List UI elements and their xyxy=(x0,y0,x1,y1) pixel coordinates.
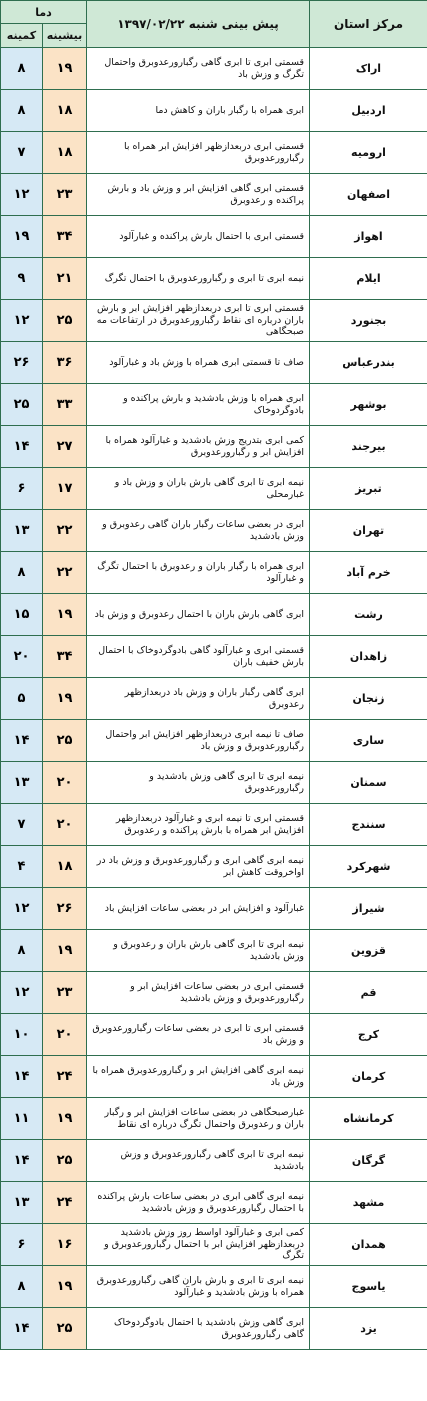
min-temp-cell xyxy=(1,174,43,216)
table-row xyxy=(1,342,427,384)
province-name: بیرجند xyxy=(351,440,386,453)
forecast-description-cell xyxy=(87,510,310,552)
min-temp-cell xyxy=(1,1014,43,1056)
province-cell xyxy=(310,552,427,594)
temp-group-header xyxy=(1,1,87,24)
table-row xyxy=(1,972,427,1014)
province-cell xyxy=(310,1014,427,1056)
table-row xyxy=(1,216,427,258)
max-temp-cell xyxy=(43,594,87,636)
min-temp: ۸ xyxy=(17,61,26,76)
max-temp: ۲۵ xyxy=(56,1153,73,1168)
forecast-description: قسمتی ابری دربعدازظهر افزایش ابر همراه با رگبارورعدوبرق xyxy=(123,141,304,164)
province-name: اراک xyxy=(355,62,382,75)
forecast-description-cell xyxy=(87,426,310,468)
province-cell xyxy=(310,762,427,804)
forecast-description: صاف تا نیمه ابری دربعدازظهر افزایش ابر واحتمال رگبارورعدوبرق و وزش باد xyxy=(105,729,304,752)
forecast-description: قسمتی ابری با احتمال بارش پراکنده و غبارآلود xyxy=(119,230,304,242)
province-name: سمنان xyxy=(350,776,387,789)
province-cell xyxy=(310,216,427,258)
forecast-description-cell xyxy=(87,972,310,1014)
min-temp: ۱۴ xyxy=(13,439,30,454)
max-temp-cell xyxy=(43,1182,87,1224)
max-temp-cell xyxy=(43,1098,87,1140)
province-name: تهران xyxy=(352,524,385,537)
max-temp-cell xyxy=(43,888,87,930)
forecast-description: نیمه ابری گاهی ابری در بعضی ساعات بارش پراکنده با احتمال رگبارورعدوبرق و وزش بادشدید xyxy=(97,1191,304,1214)
province-cell xyxy=(310,888,427,930)
min-temp-cell xyxy=(1,1182,43,1224)
table-row xyxy=(1,510,427,552)
table-row xyxy=(1,132,427,174)
table-row xyxy=(1,1266,427,1308)
max-temp-cell xyxy=(43,678,87,720)
province-name: ساری xyxy=(352,734,385,747)
forecast-description-cell xyxy=(87,930,310,972)
max-temp-cell xyxy=(43,426,87,468)
min-temp-cell xyxy=(1,384,43,426)
forecast-description-cell xyxy=(87,1266,310,1308)
max-temp-cell xyxy=(43,90,87,132)
min-temp-cell xyxy=(1,930,43,972)
province-cell xyxy=(310,342,427,384)
max-temp-cell xyxy=(43,342,87,384)
forecast-description-cell xyxy=(87,552,310,594)
min-temp: ۸ xyxy=(17,1279,26,1294)
table-row xyxy=(1,384,427,426)
province-name: کرمانشاه xyxy=(343,1112,394,1125)
forecast-description-cell xyxy=(87,720,310,762)
min-temp-cell xyxy=(1,258,43,300)
forecast-description: ابری همراه با وزش بادشدید و بارش پراکنده و بادوگردوخاک xyxy=(123,393,304,416)
province-name: اصفهان xyxy=(346,188,391,201)
max-temp: ۲۷ xyxy=(56,439,73,454)
forecast-description-cell xyxy=(87,48,310,90)
province-name: زاهدان xyxy=(349,650,388,663)
max-temp: ۱۸ xyxy=(56,103,73,118)
min-temp-cell xyxy=(1,1224,43,1266)
min-temp: ۶ xyxy=(17,1237,26,1252)
forecast-description: نیمه ابری تا ابری گاهی وزش بادشدید و رگبارورعدوبرق xyxy=(149,771,304,794)
max-column-label: بیشینه xyxy=(46,29,83,42)
max-temp: ۱۹ xyxy=(56,943,73,958)
max-header xyxy=(43,24,87,48)
table-row xyxy=(1,1098,427,1140)
min-temp: ۸ xyxy=(17,943,26,958)
forecast-description: نیمه ابری تا ابری و بارش باران گاهی رگبارورعدوبرق همراه با وزش بادشدید و غبارآلود xyxy=(96,1275,304,1298)
max-temp: ۱۹ xyxy=(56,691,73,706)
min-temp-cell xyxy=(1,48,43,90)
province-cell xyxy=(310,972,427,1014)
max-temp: ۳۳ xyxy=(56,397,73,412)
table-row xyxy=(1,48,427,90)
province-cell xyxy=(310,468,427,510)
province-cell xyxy=(310,594,427,636)
min-temp: ۱۱ xyxy=(13,1111,30,1126)
forecast-description: کمی ابری بتدریج وزش بادشدید و غبارآلود همراه با افزایش ابر و رگبارورعدوبرق xyxy=(105,435,304,458)
forecast-description-cell xyxy=(87,1098,310,1140)
forecast-description: غبارآلود و افزایش ابر در بعضی ساعات افزایش باد xyxy=(104,902,304,914)
min-temp: ۱۲ xyxy=(13,985,30,1000)
table-row xyxy=(1,1308,427,1350)
province-header xyxy=(310,1,427,48)
forecast-description-cell xyxy=(87,1182,310,1224)
forecast-description-cell xyxy=(87,762,310,804)
min-temp: ۱۴ xyxy=(13,1153,30,1168)
max-temp: ۱۹ xyxy=(56,1279,73,1294)
min-temp-cell xyxy=(1,804,43,846)
province-name: تبریز xyxy=(355,482,382,495)
forecast-description-cell xyxy=(87,258,310,300)
province-cell xyxy=(310,48,427,90)
province-name: سنندج xyxy=(351,818,386,831)
province-cell xyxy=(310,132,427,174)
min-temp-cell xyxy=(1,510,43,552)
min-temp-cell xyxy=(1,1098,43,1140)
max-temp: ۲۳ xyxy=(56,187,73,202)
forecast-description-cell xyxy=(87,1308,310,1350)
min-temp-cell xyxy=(1,846,43,888)
forecast-description: ابری در بعضی ساعات رگبار باران گاهی رعدوبرق و وزش بادشدید xyxy=(102,519,304,542)
min-temp-cell xyxy=(1,1056,43,1098)
max-temp-cell xyxy=(43,384,87,426)
province-cell xyxy=(310,384,427,426)
forecast-description-cell xyxy=(87,1056,310,1098)
province-cell xyxy=(310,1140,427,1182)
province-name: اهواز xyxy=(354,230,383,243)
min-temp: ۸ xyxy=(17,103,26,118)
max-temp: ۱۸ xyxy=(56,145,73,160)
table-row xyxy=(1,426,427,468)
province-cell xyxy=(310,804,427,846)
table-row xyxy=(1,174,427,216)
province-cell xyxy=(310,1266,427,1308)
forecast-description: ابری گاهی وزش بادشدید با احتمال بادوگردوخاک گاهی رگبارورعدوبرق xyxy=(114,1317,304,1340)
forecast-description-cell xyxy=(87,1014,310,1056)
max-temp: ۲۱ xyxy=(56,271,73,286)
province-cell xyxy=(310,846,427,888)
forecast-description: ابری گاهی رگبار باران و وزش باد دربعدازظهر رعدوبرق xyxy=(124,687,304,710)
forecast-description: قسمتی ابری و غبارآلود گاهی بادوگردوخاک با احتمال بارش خفیف باران xyxy=(98,645,304,668)
min-temp-cell xyxy=(1,552,43,594)
max-temp-cell xyxy=(43,846,87,888)
forecast-description: نیمه ابری تا ابری گاهی بارش باران و وزش باد و غبارمحلی xyxy=(114,477,304,500)
forecast-description-cell xyxy=(87,468,310,510)
min-temp: ۱۲ xyxy=(13,187,30,202)
max-temp-cell xyxy=(43,1140,87,1182)
min-temp: ۵ xyxy=(17,691,26,706)
table-row xyxy=(1,1014,427,1056)
min-temp: ۹ xyxy=(17,271,26,286)
max-temp-cell xyxy=(43,1056,87,1098)
forecast-title-header xyxy=(87,1,310,48)
province-name: بجنورد xyxy=(350,314,387,327)
max-temp: ۲۲ xyxy=(56,565,73,580)
table-row xyxy=(1,258,427,300)
max-temp: ۲۰ xyxy=(56,1027,73,1042)
province-cell xyxy=(310,300,427,342)
min-temp: ۷ xyxy=(17,817,26,832)
forecast-description: قسمتی ابری تا نیمه ابری و غبارآلود دربعدازظهر افزایش ابر همراه با بارش پراکنده و رعدوبرق xyxy=(115,813,304,836)
min-header xyxy=(1,24,43,48)
forecast-description: کمی ابری و غبارآلود اواسط روز وزش بادشدید دربعدازظهر افزایش ابر با احتمال رگبارورعدوبرق و تگرگ xyxy=(104,1227,304,1262)
max-temp-cell xyxy=(43,510,87,552)
forecast-description: قسمتی ابری تا ابری گاهی رگبارورعدوبرق واحتمال تگرگ و وزش باد xyxy=(104,57,304,80)
max-temp-cell xyxy=(43,636,87,678)
min-temp-cell xyxy=(1,1266,43,1308)
min-temp-cell xyxy=(1,300,43,342)
min-temp: ۸ xyxy=(17,565,26,580)
min-temp: ۱۳ xyxy=(13,523,30,538)
province-name: همدان xyxy=(351,1238,386,1251)
max-temp-cell xyxy=(43,930,87,972)
table-row xyxy=(1,594,427,636)
max-temp: ۲۵ xyxy=(56,1321,73,1336)
province-name: خرم آباد xyxy=(346,566,391,579)
forecast-description-cell xyxy=(87,846,310,888)
province-cell xyxy=(310,1308,427,1350)
max-temp-cell xyxy=(43,720,87,762)
forecast-description: ابری همراه با رگبار باران و کاهش دما xyxy=(155,104,304,116)
max-temp-cell xyxy=(43,258,87,300)
forecast-description: نیمه ابری تا ابری گاهی رگبارورعدوبرق و وزش بادشدید xyxy=(120,1149,304,1172)
max-temp-cell xyxy=(43,468,87,510)
province-cell xyxy=(310,636,427,678)
province-name: قزوین xyxy=(351,944,386,957)
province-name: کرمان xyxy=(351,1070,386,1083)
province-name: یاسوج xyxy=(351,1280,386,1293)
forecast-description: نیمه ابری تا ابری گاهی بارش باران و رعدوبرق و وزش بادشدید xyxy=(113,939,304,962)
min-temp-cell xyxy=(1,468,43,510)
table-row xyxy=(1,804,427,846)
table-row xyxy=(1,678,427,720)
forecast-description: قسمتی ابری تا ابری در بعضی ساعات رگبارورعدوبرق و وزش باد xyxy=(92,1023,304,1046)
forecast-description-cell xyxy=(87,384,310,426)
forecast-description-cell xyxy=(87,1140,310,1182)
province-name: رشت xyxy=(354,608,383,621)
forecast-description: قسمتی ابری گاهی افزایش ابر و وزش باد و بارش پراکنده و رعدوبرق xyxy=(107,183,304,206)
province-cell xyxy=(310,720,427,762)
province-name: یزد xyxy=(360,1322,377,1335)
table-row xyxy=(1,1182,427,1224)
province-name: بندرعباس xyxy=(342,356,395,369)
min-temp: ۶ xyxy=(17,481,26,496)
min-temp-cell xyxy=(1,720,43,762)
min-temp: ۱۰ xyxy=(13,1027,30,1042)
max-temp: ۲۴ xyxy=(56,1069,73,1084)
max-temp: ۱۹ xyxy=(56,1111,73,1126)
forecast-description-cell xyxy=(87,90,310,132)
header-row-top xyxy=(1,1,427,24)
forecast-description: ابری همراه با رگبار باران و رعدوبرق با احتمال تگرگ و غبارآلود xyxy=(97,561,304,584)
min-temp: ۱۴ xyxy=(13,733,30,748)
min-temp: ۱۲ xyxy=(13,901,30,916)
province-cell xyxy=(310,678,427,720)
max-temp-cell xyxy=(43,1224,87,1266)
province-name: اردبیل xyxy=(351,104,386,117)
max-temp-cell xyxy=(43,762,87,804)
max-temp: ۲۳ xyxy=(56,985,73,1000)
forecast-description-cell xyxy=(87,594,310,636)
province-cell xyxy=(310,1056,427,1098)
max-temp-cell xyxy=(43,1308,87,1350)
min-temp: ۱۲ xyxy=(13,313,30,328)
min-temp: ۱۵ xyxy=(13,607,30,622)
province-name: شهرکرد xyxy=(346,860,391,873)
province-name: ارومیه xyxy=(351,146,386,159)
max-temp: ۲۴ xyxy=(56,1195,73,1210)
min-temp-cell xyxy=(1,342,43,384)
min-temp: ۴ xyxy=(17,859,26,874)
table-row xyxy=(1,636,427,678)
max-temp: ۲۰ xyxy=(56,775,73,790)
forecast-description-cell xyxy=(87,678,310,720)
min-temp-cell xyxy=(1,1308,43,1350)
forecast-description-cell xyxy=(87,888,310,930)
max-temp-cell xyxy=(43,174,87,216)
table-row xyxy=(1,930,427,972)
min-temp: ۱۴ xyxy=(13,1321,30,1336)
temp-group-label: دما xyxy=(35,5,52,19)
max-temp: ۱۷ xyxy=(56,481,73,496)
min-temp: ۲۶ xyxy=(13,355,30,370)
table-row xyxy=(1,1140,427,1182)
forecast-description-cell xyxy=(87,342,310,384)
province-cell xyxy=(310,1098,427,1140)
max-temp-cell xyxy=(43,48,87,90)
province-name: قم xyxy=(360,986,377,999)
forecast-description-cell xyxy=(87,636,310,678)
forecast-description: قسمتی ابری در بعضی ساعات افزایش ابر و رگبارورعدوبرق و وزش بادشدید xyxy=(130,981,304,1004)
max-temp-cell xyxy=(43,132,87,174)
province-cell xyxy=(310,1182,427,1224)
forecast-description: غبارصبحگاهی در بعضی ساعات افزایش ابر و رگبار باران و رعدوبرق واحتمال تگرگ درباره ای نقاط xyxy=(104,1107,304,1130)
min-temp: ۱۳ xyxy=(13,775,30,790)
max-temp: ۳۶ xyxy=(56,355,73,370)
province-cell xyxy=(310,90,427,132)
max-temp: ۲۶ xyxy=(56,901,73,916)
min-temp-cell xyxy=(1,972,43,1014)
province-name: زنجان xyxy=(352,692,385,705)
table-row xyxy=(1,888,427,930)
min-temp-cell xyxy=(1,678,43,720)
province-cell xyxy=(310,258,427,300)
province-cell xyxy=(310,510,427,552)
min-temp: ۱۴ xyxy=(13,1069,30,1084)
max-temp-cell xyxy=(43,552,87,594)
max-temp-cell xyxy=(43,804,87,846)
max-temp-cell xyxy=(43,1014,87,1056)
max-temp-cell xyxy=(43,216,87,258)
max-temp-cell xyxy=(43,300,87,342)
forecast-description: نیمه ابری گاهی ابری و رگبارورعدوبرق و وزش باد در اواخروقت کاهش ابر xyxy=(96,855,304,878)
max-temp: ۱۹ xyxy=(56,61,73,76)
min-temp: ۷ xyxy=(17,145,26,160)
min-temp: ۱۳ xyxy=(13,1195,30,1210)
forecast-description: صاف تا قسمتی ابری همراه با وزش باد و غبارآلود xyxy=(109,356,304,368)
forecast-description: ابری گاهی بارش باران با احتمال رعدوبرق و وزش باد xyxy=(94,608,304,620)
forecast-description-cell xyxy=(87,216,310,258)
table-row xyxy=(1,300,427,342)
forecast-description: نیمه ابری تا ابری و رگبارورعدوبرق با احتمال تگرگ xyxy=(104,272,304,284)
min-temp-cell xyxy=(1,762,43,804)
min-temp-cell xyxy=(1,132,43,174)
province-cell xyxy=(310,930,427,972)
forecast-description-cell xyxy=(87,132,310,174)
max-temp-cell xyxy=(43,972,87,1014)
max-temp: ۳۴ xyxy=(56,229,73,244)
province-cell xyxy=(310,174,427,216)
max-temp: ۱۹ xyxy=(56,607,73,622)
min-temp: ۱۹ xyxy=(13,229,30,244)
max-temp: ۲۲ xyxy=(56,523,73,538)
table-row xyxy=(1,846,427,888)
max-temp: ۱۶ xyxy=(56,1237,73,1252)
forecast-description: نیمه ابری گاهی افزایش ابر و رگبارورعدوبرق همراه با وزش باد xyxy=(92,1065,304,1088)
min-temp-cell xyxy=(1,426,43,468)
min-temp: ۲۰ xyxy=(13,649,30,664)
forecast-description-cell xyxy=(87,1224,310,1266)
province-name: مشهد xyxy=(352,1196,385,1209)
min-temp-cell xyxy=(1,888,43,930)
max-temp: ۳۴ xyxy=(56,649,73,664)
max-temp: ۲۵ xyxy=(56,313,73,328)
min-temp-cell xyxy=(1,636,43,678)
min-temp-cell xyxy=(1,1140,43,1182)
table-row xyxy=(1,1224,427,1266)
province-name: کرج xyxy=(357,1028,380,1041)
table-row xyxy=(1,468,427,510)
table-row xyxy=(1,720,427,762)
province-cell xyxy=(310,426,427,468)
province-cell xyxy=(310,1224,427,1266)
min-temp: ۲۵ xyxy=(13,397,30,412)
forecast-description-cell xyxy=(87,804,310,846)
province-name: ایلام xyxy=(356,272,381,285)
province-name: شیراز xyxy=(352,902,385,915)
province-name: بوشهر xyxy=(350,398,387,411)
max-temp: ۲۵ xyxy=(56,733,73,748)
max-temp: ۲۰ xyxy=(56,817,73,832)
forecast-description-cell xyxy=(87,300,310,342)
min-temp-cell xyxy=(1,594,43,636)
forecast-description: قسمتی ابری تا ابری دربعدازظهر افزایش ابر و بارش باران درباره ای نقاط رگبارورعدوبرق در ارتفاعات مه صبحگاهی xyxy=(96,303,304,338)
min-temp-cell xyxy=(1,216,43,258)
max-temp-cell xyxy=(43,1266,87,1308)
province-column-label: مرکز استان xyxy=(333,17,404,31)
table-row xyxy=(1,552,427,594)
table-row xyxy=(1,1056,427,1098)
forecast-title: پیش بینی شنبه ۱۳۹۷/۰۲/۲۲ xyxy=(117,17,279,31)
table-row xyxy=(1,90,427,132)
forecast-description-cell xyxy=(87,174,310,216)
table-row xyxy=(1,762,427,804)
province-name: گرگان xyxy=(351,1154,386,1167)
min-temp-cell xyxy=(1,90,43,132)
min-column-label: کمینه xyxy=(6,29,37,42)
max-temp: ۱۸ xyxy=(56,859,73,874)
